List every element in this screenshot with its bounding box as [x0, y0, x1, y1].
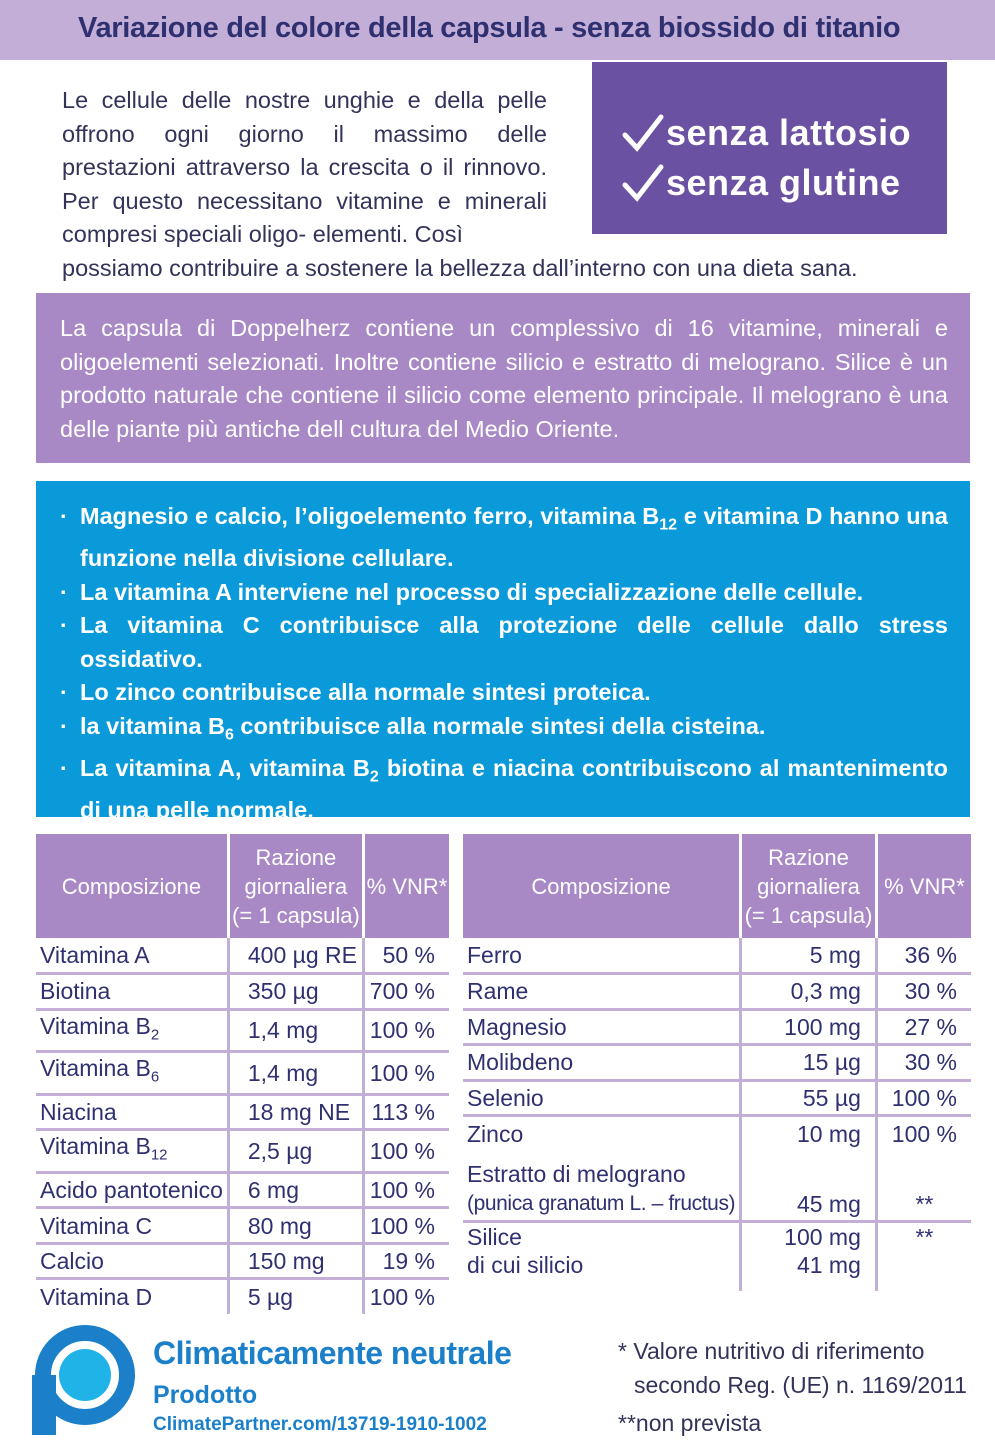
- benefit-item: · La vitamina A, vitamina $B_2$ biotina e niacina contribuiscono al mantenimento di una pelle normale.: [58, 752, 948, 828]
- nutrient-name: Estratto di melograno (punica granatum L. – fructus): [463, 1151, 741, 1221]
- benefit-item: · Lo zinco contribuisce alla normale sintesi proteica.: [58, 676, 948, 710]
- nutrient-vnr: 100 %: [891, 1121, 957, 1147]
- nutrient-name: Vitamina $B_2$: [36, 1009, 228, 1052]
- badge-row-lactose: [622, 112, 911, 154]
- check-icon: [622, 163, 664, 203]
- nutrient-vnr: 30 %: [876, 1045, 971, 1081]
- nutrient-quantity: 1,4 mg: [228, 1052, 363, 1095]
- benefit-item: · Magnesio e calcio, l’oligoelemento ferro, vitamina $B_{12}$ e vitamina D hanno una funzione nella divisione cellulare.: [58, 500, 948, 576]
- table-row: [463, 1080, 971, 1116]
- climate-neutral-subtitle: Prodotto: [153, 1381, 258, 1409]
- table-row: [36, 938, 449, 974]
- badge-row-gluten: [622, 162, 901, 204]
- nutrient-vnr: 100 %: [363, 1208, 449, 1244]
- table-row: [36, 1009, 449, 1052]
- nutrient-vnr: 100 %: [876, 1080, 971, 1116]
- footnote-vnr: * Valore nutritivo di riferimento: [618, 1338, 925, 1364]
- nutrient-name: Rame: [463, 974, 741, 1010]
- composition-table-left: [36, 834, 449, 1314]
- table-row: [463, 1116, 971, 1152]
- nutrient-vnr: **: [915, 1223, 934, 1250]
- table-row: [36, 974, 449, 1010]
- nutrient-vnr: 19 %: [363, 1243, 449, 1279]
- header-vnr: % VNR*: [363, 834, 449, 938]
- table-row: [463, 1009, 971, 1045]
- badge-lactose-free: senza lattosio: [666, 112, 912, 153]
- nutrient-vnr: 100 %: [363, 1130, 449, 1173]
- header-composition: Composizione: [463, 834, 741, 938]
- nutrient-quantity: 80 mg: [228, 1208, 363, 1244]
- footnote-not-provided: **non prevista: [618, 1410, 762, 1436]
- nutrient-quantity: 0,3 mg: [741, 974, 877, 1010]
- nutrient-quantity: 400 µg RE: [228, 938, 363, 974]
- header-daily: Razione giornaliera (= 1 capsula): [228, 834, 363, 938]
- table-row: [463, 1151, 971, 1221]
- nutrient-vnr: 100 %: [369, 1284, 435, 1311]
- nutrient-name: Vitamina $B_{12}$: [36, 1130, 228, 1173]
- table-row: [36, 1279, 449, 1315]
- badge-gluten-free: senza glutine: [666, 162, 901, 203]
- table-row: [463, 938, 971, 974]
- nutrient-name: Selenio: [463, 1080, 741, 1116]
- nutrient-name: Vitamina $B_6$: [36, 1052, 228, 1095]
- nutrient-quantity: 100 mg: [741, 1009, 877, 1045]
- nutrient-name: Vitamina D: [36, 1279, 228, 1315]
- top-banner: [0, 0, 995, 60]
- nutrient-quantity: 15 µg: [741, 1045, 877, 1081]
- nutrient-vnr: 50 %: [363, 938, 449, 974]
- table-row: [36, 1172, 449, 1208]
- climate-partner-url[interactable]: ClimatePartner.com/13719-1910-1002: [153, 1414, 487, 1435]
- table-row: [36, 1243, 449, 1279]
- table-row: [463, 1045, 971, 1081]
- nutrient-name: Calcio: [36, 1243, 228, 1279]
- info-text: La capsula di Doppelherz contiene un complessivo di 16 vitamine, minerali e oligoelementi selezionati. Inoltre contiene silicio e estratto di melograno. Silice è un prodotto naturale che contiene il silicio come elemento principale. Il melograno è una delle piante più antiche dell cultura del Medio Oriente.: [60, 315, 948, 442]
- info-box: [36, 293, 970, 463]
- nutrient-name: Acido pantotenico: [36, 1172, 228, 1208]
- nutrient-vnr: 113 %: [363, 1094, 449, 1130]
- footnote-regulation: secondo Reg. (UE) n. 1169/2011: [634, 1372, 967, 1398]
- benefits-list: [58, 500, 948, 828]
- nutrient-vnr: 100 %: [363, 1172, 449, 1208]
- header-composition: Composizione: [36, 834, 228, 938]
- table-row: [36, 1208, 449, 1244]
- nutrient-quantity: 18 mg NE: [228, 1094, 363, 1130]
- header-daily: Razione giornaliera (= 1 capsula): [741, 834, 877, 938]
- table-row: [36, 1094, 449, 1130]
- nutrient-name: Magnesio: [463, 1009, 741, 1045]
- free-from-badge: [592, 62, 947, 234]
- benefit-item: · la vitamina $B_6$ contribuisce alla normale sintesi della cisteina.: [58, 710, 948, 752]
- page-title: Variazione del colore della capsula - senza biossido di titanio: [78, 12, 901, 44]
- nutrient-name: Vitamina C: [36, 1208, 228, 1244]
- intro-paragraph: Le cellule delle nostre unghie e della pelle offrono ogni giorno il massimo delle prestazioni attraverso la crescita o il rinnovo. Per questo necessitano vitamine e minerali compresi speciali oligo- elementi. Così: [62, 87, 547, 247]
- nutrient-name: Ferro: [463, 938, 741, 974]
- composition-table-right: [463, 834, 971, 1291]
- nutrient-quantity: 2,5 µg: [228, 1130, 363, 1173]
- nutrient-name: Zinco: [463, 1116, 741, 1152]
- nutrient-quantity: 100 mg 41 mg: [741, 1221, 877, 1291]
- table-row: [463, 974, 971, 1010]
- nutrient-name: Biotina: [36, 974, 228, 1010]
- nutrient-vnr: 36 %: [876, 938, 971, 974]
- benefits-box: [36, 481, 970, 824]
- table-row: [36, 1052, 449, 1095]
- nutrient-quantity: 5 µg: [228, 1279, 363, 1315]
- check-icon: [622, 113, 664, 153]
- nutrient-quantity: 150 mg: [228, 1243, 363, 1279]
- nutrient-name: Molibdeno: [463, 1045, 741, 1081]
- nutrient-quantity: 350 µg: [228, 974, 363, 1010]
- nutrient-vnr: 27 %: [876, 1009, 971, 1045]
- header-vnr: % VNR*: [876, 834, 971, 938]
- nutrient-vnr: **: [876, 1151, 971, 1221]
- climatepartner-logo-icon: [30, 1320, 140, 1435]
- nutrient-name: Silice di cui silicio: [463, 1221, 741, 1291]
- nutrient-vnr: 100 %: [363, 1052, 449, 1095]
- benefit-item: · La vitamina C contribuisce alla protezione delle cellule dallo stress ossidativo.: [58, 609, 948, 676]
- intro-last-line: possiamo contribuire a sostenere la bellezza dall’interno con una dieta sana.: [62, 255, 858, 281]
- nutrient-quantity: 55 µg: [741, 1080, 877, 1116]
- nutrient-quantity: 45 mg: [741, 1151, 877, 1221]
- table-row: [36, 1130, 449, 1173]
- nutrient-vnr: 700 %: [363, 974, 449, 1010]
- nutrient-quantity: 1,4 mg: [228, 1009, 363, 1052]
- climate-neutral-title: Climaticamente neutrale: [153, 1335, 512, 1371]
- benefit-item: · La vitamina A interviene nel processo di specializzazione delle cellule.: [58, 576, 948, 610]
- nutrient-quantity: 10 mg: [741, 1116, 877, 1152]
- table-row: [463, 1221, 971, 1291]
- nutrient-name: Niacina: [36, 1094, 228, 1130]
- nutrient-name: Vitamina A: [36, 938, 228, 974]
- nutrient-vnr: 100 %: [363, 1009, 449, 1052]
- nutrient-quantity: 5 mg: [741, 938, 877, 974]
- nutrient-vnr: 30 %: [876, 974, 971, 1010]
- nutrient-quantity: 6 mg: [228, 1172, 363, 1208]
